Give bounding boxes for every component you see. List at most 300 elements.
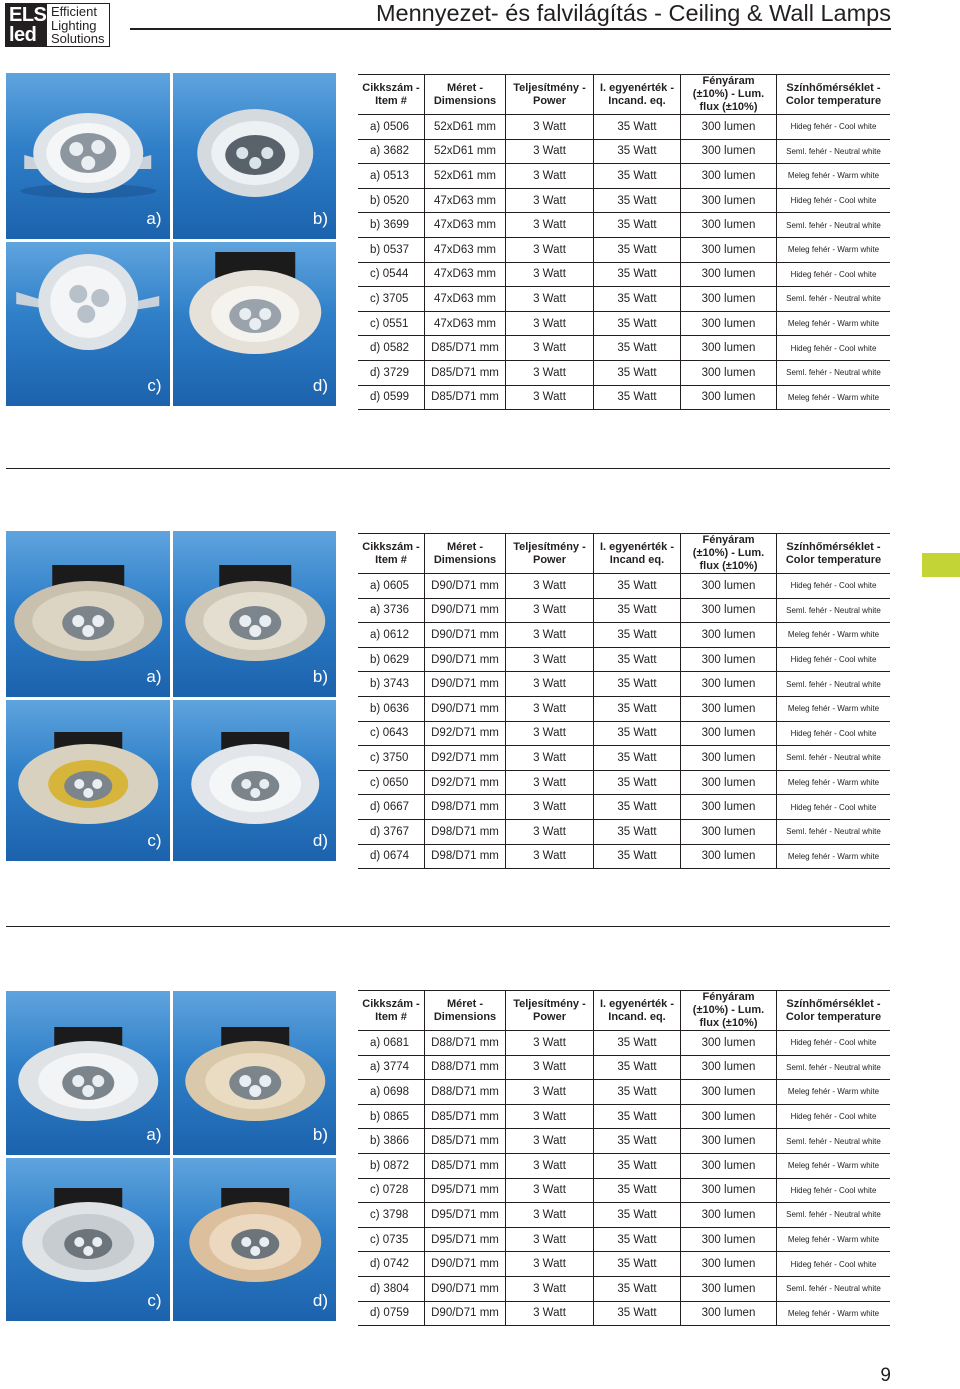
cell-power: 3 Watt [506,746,594,771]
cell-dimensions: D88/D71 mm [425,1080,506,1105]
table-row [358,238,890,263]
cell-color-temperature: Meleg fehér - Warm white [777,623,890,648]
cell-power: 3 Watt [506,623,594,648]
cell-item-number: a) 3774 [358,1056,425,1081]
product-photo-a [6,531,170,697]
cell-incandescent-equivalent: 35 Watt [594,1056,681,1081]
cell-item-number: d) 0674 [358,845,425,870]
table-row [358,361,890,386]
logo-mark [6,4,47,46]
cell-incandescent-equivalent: 35 Watt [594,1105,681,1130]
cell-dimensions: D98/D71 mm [425,845,506,870]
cell-incandescent-equivalent: 35 Watt [594,1252,681,1277]
recessed-spotlight-icon [6,700,170,861]
column-header-color-temperature: Színhőmérséklet - Color temperature [777,533,890,574]
cell-power: 3 Watt [506,238,594,263]
table-header-row [358,990,890,1031]
cell-incandescent-equivalent: 35 Watt [594,1228,681,1253]
table-row [358,287,890,312]
cell-item-number: a) 3682 [358,140,425,165]
cell-dimensions: D90/D71 mm [425,697,506,722]
cell-power: 3 Watt [506,648,594,673]
product-photo-b [173,991,337,1155]
cell-item-number: a) 0506 [358,115,425,140]
cell-item-number: b) 3743 [358,672,425,697]
cell-color-temperature: Hideg fehér - Cool white [777,574,890,599]
photo-label-a: a) [146,667,162,686]
cell-item-number: d) 0759 [358,1302,425,1327]
cell-incandescent-equivalent: 35 Watt [594,213,681,238]
column-header-power: Teljesítmény - Power [506,533,594,574]
cell-color-temperature: Hideg fehér - Cool white [777,795,890,820]
cell-color-temperature: Meleg fehér - Warm white [777,771,890,796]
cell-incandescent-equivalent: 35 Watt [594,164,681,189]
product-photo-a [6,73,170,239]
table-row [358,845,890,870]
cell-item-number: a) 0605 [358,574,425,599]
table-row [358,623,890,648]
table-row [358,1302,890,1327]
cell-item-number: b) 0872 [358,1154,425,1179]
cell-incandescent-equivalent: 35 Watt [594,287,681,312]
cell-luminous-flux: 300 lumen [681,599,777,624]
cell-luminous-flux: 300 lumen [681,648,777,673]
recessed-spotlight-icon [173,991,337,1155]
cell-color-temperature: Hideg fehér - Cool white [777,1252,890,1277]
table-row [358,213,890,238]
cell-color-temperature: Meleg fehér - Warm white [777,697,890,722]
cell-dimensions: D90/D71 mm [425,623,506,648]
table-row [358,1277,890,1302]
table-row [358,722,890,747]
cell-color-temperature: Hideg fehér - Cool white [777,1179,890,1204]
spec-table-section-2 [358,533,890,869]
cell-luminous-flux: 300 lumen [681,1129,777,1154]
product-photos-section-1 [6,73,336,406]
cell-luminous-flux: 300 lumen [681,820,777,845]
table-row [358,263,890,288]
photo-label-b: b) [312,667,328,686]
cell-luminous-flux: 300 lumen [681,845,777,870]
section-divider [6,468,890,469]
cell-dimensions: D85/D71 mm [425,1105,506,1130]
cell-dimensions: 47xD63 mm [425,287,506,312]
product-photo-d [173,242,337,406]
product-photo-b [173,531,337,697]
cell-incandescent-equivalent: 35 Watt [594,771,681,796]
cell-incandescent-equivalent: 35 Watt [594,1203,681,1228]
cell-power: 3 Watt [506,386,594,411]
els-led-logo [5,3,110,47]
cell-luminous-flux: 300 lumen [681,1203,777,1228]
cell-incandescent-equivalent: 35 Watt [594,1031,681,1056]
logo-mark-top: ELS [9,4,47,26]
recessed-spotlight-icon [173,531,337,697]
product-photos-section-3 [6,991,336,1321]
table-row [358,795,890,820]
cell-color-temperature: Hideg fehér - Cool white [777,263,890,288]
cell-luminous-flux: 300 lumen [681,287,777,312]
column-header-dimensions: Méret - Dimensions [425,990,506,1031]
cell-luminous-flux: 300 lumen [681,312,777,337]
cell-color-temperature: Meleg fehér - Warm white [777,1154,890,1179]
cell-dimensions: 47xD63 mm [425,213,506,238]
cell-dimensions: D95/D71 mm [425,1179,506,1204]
cell-item-number: c) 0643 [358,722,425,747]
cell-incandescent-equivalent: 35 Watt [594,820,681,845]
cell-power: 3 Watt [506,1105,594,1130]
photo-label-b: b) [312,209,328,228]
cell-dimensions: D88/D71 mm [425,1031,506,1056]
table-row [358,164,890,189]
cell-incandescent-equivalent: 35 Watt [594,263,681,288]
cell-incandescent-equivalent: 35 Watt [594,623,681,648]
cell-luminous-flux: 300 lumen [681,1080,777,1105]
column-header-dimensions: Méret - Dimensions [425,533,506,574]
cell-luminous-flux: 300 lumen [681,722,777,747]
cell-incandescent-equivalent: 35 Watt [594,238,681,263]
cell-color-temperature: Seml. fehér - Neutral white [777,1277,890,1302]
recessed-spotlight-icon [173,242,337,406]
table-row [358,115,890,140]
column-header-incandescent-equivalent: I. egyenérték - Incand. eq. [594,990,681,1031]
cell-incandescent-equivalent: 35 Watt [594,648,681,673]
cell-item-number: c) 0551 [358,312,425,337]
cell-power: 3 Watt [506,312,594,337]
cell-color-temperature: Seml. fehér - Neutral white [777,1129,890,1154]
cell-item-number: d) 3767 [358,820,425,845]
cell-dimensions: D90/D71 mm [425,599,506,624]
cell-luminous-flux: 300 lumen [681,164,777,189]
cell-dimensions: D98/D71 mm [425,820,506,845]
cell-incandescent-equivalent: 35 Watt [594,845,681,870]
cell-power: 3 Watt [506,1252,594,1277]
cell-dimensions: D90/D71 mm [425,672,506,697]
cell-dimensions: D90/D71 mm [425,1252,506,1277]
cell-color-temperature: Seml. fehér - Neutral white [777,213,890,238]
logo-mark-bottom: led [9,24,37,46]
page-number: 9 [880,1365,891,1386]
cell-incandescent-equivalent: 35 Watt [594,722,681,747]
cell-item-number: a) 0612 [358,623,425,648]
cell-incandescent-equivalent: 35 Watt [594,1080,681,1105]
product-photos-section-2 [6,531,336,861]
product-photo-d [173,700,337,861]
table-row [358,189,890,214]
cell-power: 3 Watt [506,672,594,697]
cell-incandescent-equivalent: 35 Watt [594,574,681,599]
cell-dimensions: D85/D71 mm [425,1129,506,1154]
cell-item-number: c) 3750 [358,746,425,771]
cell-power: 3 Watt [506,287,594,312]
photo-label-d: d) [312,1291,328,1310]
column-header-luminous-flux: Fényáram (±10%) - Lum. flux (±10%) [681,990,777,1031]
cell-item-number: c) 0728 [358,1179,425,1204]
cell-color-temperature: Seml. fehér - Neutral white [777,287,890,312]
recessed-spotlight-icon [6,531,170,697]
cell-luminous-flux: 300 lumen [681,115,777,140]
cell-dimensions: D98/D71 mm [425,795,506,820]
cell-power: 3 Watt [506,189,594,214]
product-photo-d [173,1158,337,1321]
cell-dimensions: 47xD63 mm [425,312,506,337]
logo-line-3: Solutions [51,31,105,46]
cell-luminous-flux: 300 lumen [681,140,777,165]
cell-power: 3 Watt [506,1154,594,1179]
photo-label-d: d) [312,831,328,850]
cell-color-temperature: Hideg fehér - Cool white [777,115,890,140]
table-row [358,1105,890,1130]
product-photo-c [6,242,170,406]
cell-luminous-flux: 300 lumen [681,336,777,361]
product-photo-b [173,73,337,239]
cell-luminous-flux: 300 lumen [681,1031,777,1056]
cell-power: 3 Watt [506,845,594,870]
photo-label-c: c) [147,376,162,395]
cell-item-number: b) 0520 [358,189,425,214]
table-row [358,1154,890,1179]
cell-color-temperature: Hideg fehér - Cool white [777,1031,890,1056]
table-row [358,672,890,697]
cell-incandescent-equivalent: 35 Watt [594,1179,681,1204]
cell-luminous-flux: 300 lumen [681,574,777,599]
cell-incandescent-equivalent: 35 Watt [594,189,681,214]
cell-dimensions: 52xD61 mm [425,140,506,165]
recessed-spotlight-icon [6,1158,170,1321]
table-row [358,1031,890,1056]
table-row [358,1228,890,1253]
cell-luminous-flux: 300 lumen [681,213,777,238]
product-photo-c [6,700,170,861]
table-row [358,1056,890,1081]
cell-dimensions: 47xD63 mm [425,238,506,263]
cell-item-number: b) 3866 [358,1129,425,1154]
column-header-color-temperature: Színhőmérséklet - Color temperature [777,990,890,1031]
cell-item-number: d) 0582 [358,336,425,361]
cell-item-number: b) 0865 [358,1105,425,1130]
cell-color-temperature: Meleg fehér - Warm white [777,1302,890,1327]
cell-power: 3 Watt [506,697,594,722]
cell-color-temperature: Meleg fehér - Warm white [777,312,890,337]
cell-dimensions: D95/D71 mm [425,1203,506,1228]
cell-luminous-flux: 300 lumen [681,1228,777,1253]
cell-power: 3 Watt [506,1228,594,1253]
cell-dimensions: D90/D71 mm [425,1277,506,1302]
table-row [358,1179,890,1204]
cell-item-number: b) 0629 [358,648,425,673]
cell-luminous-flux: 300 lumen [681,1056,777,1081]
cell-item-number: a) 0698 [358,1080,425,1105]
cell-luminous-flux: 300 lumen [681,697,777,722]
cell-luminous-flux: 300 lumen [681,771,777,796]
cell-incandescent-equivalent: 35 Watt [594,312,681,337]
table-row [358,746,890,771]
cell-incandescent-equivalent: 35 Watt [594,361,681,386]
cell-color-temperature: Hideg fehér - Cool white [777,1105,890,1130]
cell-dimensions: D90/D71 mm [425,574,506,599]
photo-label-c: c) [147,831,162,850]
cell-color-temperature: Meleg fehér - Warm white [777,1228,890,1253]
cell-color-temperature: Meleg fehér - Warm white [777,1080,890,1105]
section-divider [6,926,890,927]
recessed-spotlight-icon [173,700,337,861]
column-header-incandescent-equivalent: I. egyenérték - Incand eq. [594,533,681,574]
cell-power: 3 Watt [506,140,594,165]
cell-item-number: b) 0636 [358,697,425,722]
product-photo-a [6,991,170,1155]
table-row [358,1129,890,1154]
cell-color-temperature: Meleg fehér - Warm white [777,845,890,870]
photo-label-a: a) [146,1125,162,1144]
cell-dimensions: 47xD63 mm [425,189,506,214]
table-row [358,820,890,845]
cell-luminous-flux: 300 lumen [681,623,777,648]
cell-color-temperature: Hideg fehér - Cool white [777,648,890,673]
cell-power: 3 Watt [506,115,594,140]
logo-line-1: Efficient [51,4,98,19]
cell-power: 3 Watt [506,795,594,820]
cell-power: 3 Watt [506,599,594,624]
cell-luminous-flux: 300 lumen [681,1277,777,1302]
cell-luminous-flux: 300 lumen [681,795,777,820]
cell-item-number: d) 0599 [358,386,425,411]
cell-luminous-flux: 300 lumen [681,672,777,697]
cell-item-number: c) 0650 [358,771,425,796]
cell-power: 3 Watt [506,1179,594,1204]
cell-item-number: d) 0667 [358,795,425,820]
cell-item-number: d) 3804 [358,1277,425,1302]
cell-dimensions: D85/D71 mm [425,336,506,361]
column-header-item-number: Cikkszám - Item # [358,533,425,574]
cell-dimensions: D85/D71 mm [425,386,506,411]
recessed-spotlight-icon [6,73,170,239]
cell-incandescent-equivalent: 35 Watt [594,115,681,140]
cell-dimensions: 52xD61 mm [425,164,506,189]
table-row [358,599,890,624]
table-row [358,140,890,165]
cell-dimensions: D92/D71 mm [425,771,506,796]
table-row [358,1203,890,1228]
cell-item-number: d) 3729 [358,361,425,386]
cell-item-number: b) 0537 [358,238,425,263]
cell-dimensions: 47xD63 mm [425,263,506,288]
cell-incandescent-equivalent: 35 Watt [594,1302,681,1327]
cell-item-number: c) 0735 [358,1228,425,1253]
cell-power: 3 Watt [506,771,594,796]
cell-incandescent-equivalent: 35 Watt [594,140,681,165]
cell-power: 3 Watt [506,213,594,238]
cell-incandescent-equivalent: 35 Watt [594,599,681,624]
cell-color-temperature: Seml. fehér - Neutral white [777,746,890,771]
cell-incandescent-equivalent: 35 Watt [594,1154,681,1179]
cell-luminous-flux: 300 lumen [681,1302,777,1327]
cell-incandescent-equivalent: 35 Watt [594,1129,681,1154]
cell-color-temperature: Seml. fehér - Neutral white [777,820,890,845]
cell-luminous-flux: 300 lumen [681,263,777,288]
cell-luminous-flux: 300 lumen [681,361,777,386]
cell-incandescent-equivalent: 35 Watt [594,697,681,722]
cell-power: 3 Watt [506,361,594,386]
cell-color-temperature: Meleg fehér - Warm white [777,238,890,263]
cell-dimensions: D90/D71 mm [425,1302,506,1327]
column-header-incandescent-equivalent: I. egyenérték - Incand. eq. [594,74,681,115]
cell-luminous-flux: 300 lumen [681,386,777,411]
cell-power: 3 Watt [506,722,594,747]
table-row [358,312,890,337]
cell-power: 3 Watt [506,1277,594,1302]
cell-item-number: b) 3699 [358,213,425,238]
cell-power: 3 Watt [506,820,594,845]
cell-incandescent-equivalent: 35 Watt [594,746,681,771]
table-header-row [358,74,890,115]
spec-table-section-1 [358,74,890,410]
cell-power: 3 Watt [506,1129,594,1154]
cell-item-number: c) 0544 [358,263,425,288]
cell-luminous-flux: 300 lumen [681,1252,777,1277]
page-title: Mennyezet- és falvilágítás - Ceiling & Wall Lamps [375,0,891,26]
cell-color-temperature: Seml. fehér - Neutral white [777,140,890,165]
recessed-spotlight-icon [6,242,170,406]
cell-luminous-flux: 300 lumen [681,1179,777,1204]
column-header-dimensions: Méret - Dimensions [425,74,506,115]
recessed-spotlight-icon [173,1158,337,1321]
table-row [358,336,890,361]
cell-dimensions: D90/D71 mm [425,648,506,673]
cell-item-number: d) 0742 [358,1252,425,1277]
column-header-item-number: Cikkszám - Item # [358,990,425,1031]
cell-color-temperature: Seml. fehér - Neutral white [777,599,890,624]
table-row [358,386,890,411]
cell-dimensions: D85/D71 mm [425,361,506,386]
cell-power: 3 Watt [506,263,594,288]
cell-item-number: a) 3736 [358,599,425,624]
logo-line-2: Lighting [51,17,97,33]
column-header-item-number: Cikkszám - Item # [358,74,425,115]
table-row [358,1252,890,1277]
title-divider [130,28,891,30]
cell-item-number: c) 3705 [358,287,425,312]
cell-power: 3 Watt [506,1302,594,1327]
cell-luminous-flux: 300 lumen [681,746,777,771]
recessed-spotlight-icon [6,991,170,1155]
cell-incandescent-equivalent: 35 Watt [594,386,681,411]
column-header-luminous-flux: Fényáram (±10%) - Lum. flux (±10%) [681,533,777,574]
cell-power: 3 Watt [506,1056,594,1081]
column-header-color-temperature: Színhőmérséklet - Color temperature [777,74,890,115]
photo-label-b: b) [312,1125,328,1144]
cell-incandescent-equivalent: 35 Watt [594,1277,681,1302]
cell-color-temperature: Hideg fehér - Cool white [777,722,890,747]
table-header-row [358,533,890,574]
section-color-tab [922,553,960,577]
cell-dimensions: D92/D71 mm [425,746,506,771]
cell-color-temperature: Seml. fehér - Neutral white [777,1056,890,1081]
table-row [358,697,890,722]
cell-color-temperature: Meleg fehér - Warm white [777,386,890,411]
cell-item-number: a) 0513 [358,164,425,189]
column-header-power: Teljesítmény - Power [506,74,594,115]
cell-power: 3 Watt [506,1203,594,1228]
cell-power: 3 Watt [506,164,594,189]
cell-color-temperature: Hideg fehér - Cool white [777,189,890,214]
table-row [358,771,890,796]
cell-color-temperature: Hideg fehér - Cool white [777,336,890,361]
cell-dimensions: D88/D71 mm [425,1056,506,1081]
cell-luminous-flux: 300 lumen [681,1154,777,1179]
column-header-power: Teljesítmény - Power [506,990,594,1031]
cell-incandescent-equivalent: 35 Watt [594,672,681,697]
cell-luminous-flux: 300 lumen [681,1105,777,1130]
